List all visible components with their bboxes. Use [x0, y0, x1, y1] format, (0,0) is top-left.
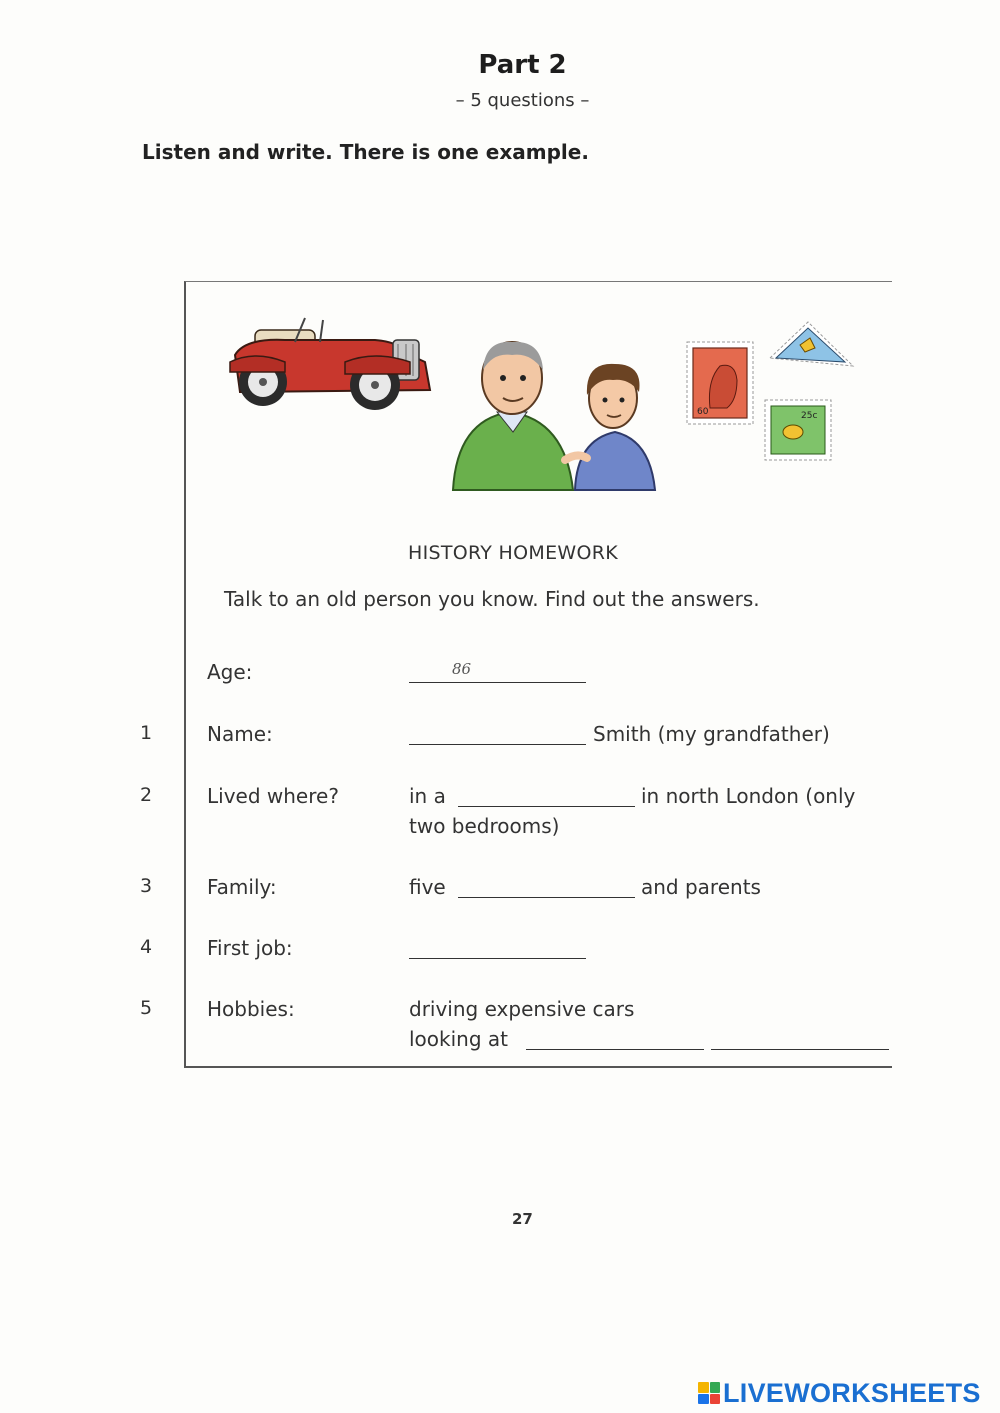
question-1-answer-line[interactable] — [409, 744, 586, 745]
question-5-answer-line-1[interactable] — [526, 1049, 704, 1050]
instruction-text: Listen and write. There is one example. — [142, 140, 589, 164]
question-2-number: 2 — [140, 784, 153, 806]
question-3-number: 3 — [140, 875, 153, 897]
grandfather-grandson-illustration — [453, 342, 655, 490]
question-2-before-text: in a — [409, 784, 446, 808]
question-2-label: Lived where? — [207, 784, 339, 808]
page-title: Part 2 — [478, 50, 567, 80]
question-1-label: Name: — [207, 722, 273, 746]
question-1-after-text: Smith (my grandfather) — [593, 722, 830, 746]
question-3-label: Family: — [207, 875, 277, 899]
example-label: Age: — [207, 660, 253, 684]
stamps-illustration — [687, 322, 853, 460]
question-3-answer-line[interactable] — [458, 897, 635, 898]
question-5-before-text: looking at — [409, 1027, 508, 1051]
question-4-label: First job: — [207, 936, 293, 960]
homework-title: HISTORY HOMEWORK — [408, 542, 618, 564]
question-4-number: 4 — [140, 936, 153, 958]
question-3-after-text: and parents — [641, 875, 761, 899]
question-2-answer-line[interactable] — [458, 806, 635, 807]
liveworksheets-logo-icon — [698, 1382, 720, 1404]
question-5-label: Hobbies: — [207, 997, 295, 1021]
question-2-after-text: in north London (only — [641, 784, 856, 808]
vintage-car-illustration — [230, 318, 430, 410]
question-2-second-line: two bedrooms) — [409, 814, 560, 838]
homework-intro: Talk to an old person you know. Find out the answers. — [224, 587, 760, 611]
question-1-number: 1 — [140, 722, 153, 744]
question-5-answer-line-2[interactable] — [711, 1049, 889, 1050]
svg-text:60: 60 — [697, 407, 709, 417]
example-answer-line — [409, 682, 586, 683]
page-number: 27 — [512, 1210, 533, 1228]
page-subtitle: – 5 questions – — [455, 90, 590, 111]
illustrations — [225, 300, 865, 500]
question-5-first-line: driving expensive cars — [409, 997, 635, 1021]
question-3-before-text: five — [409, 875, 446, 899]
svg-text:25c: 25c — [801, 411, 818, 421]
footer-brand[interactable] — [698, 1377, 981, 1408]
question-5-number: 5 — [140, 997, 153, 1019]
brand-name: LIVEWORKSHEETS — [723, 1377, 981, 1408]
example-answer: 86 — [452, 660, 472, 678]
question-4-answer-line[interactable] — [409, 958, 586, 959]
